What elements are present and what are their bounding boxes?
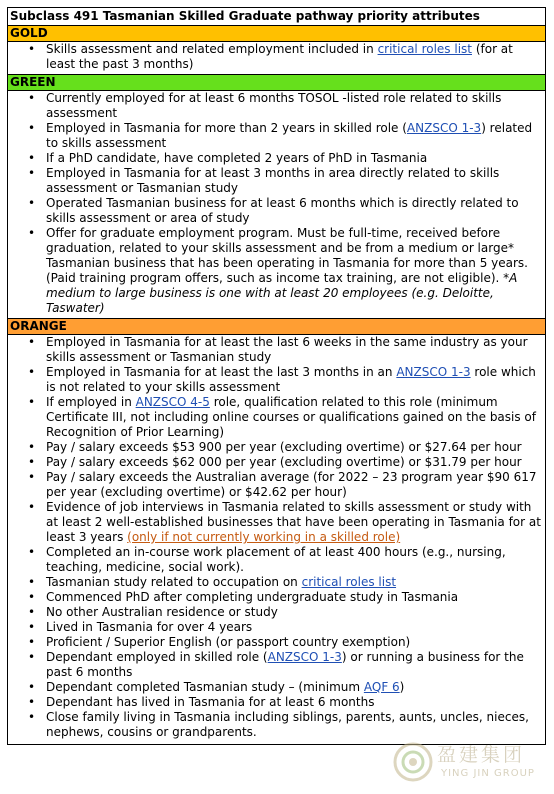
list-item: • Pay / salary exceeds $53 900 per year (excluding overtime) or $27.64 per hour xyxy=(8,440,545,455)
list-item: • Employed in Tasmania for at least the last 6 weeks in the same industry as your skills assessment or Tasmanian study xyxy=(8,335,545,365)
ying-jin-logo-icon xyxy=(393,742,433,782)
list-item: • Commenced PhD after completing undergraduate study in Tasmania xyxy=(8,590,545,605)
anzsco-1-3-link[interactable]: ANZSCO 1-3 xyxy=(396,365,471,379)
ying-jin-watermark xyxy=(393,738,545,786)
list-item: • Close family living in Tasmania including siblings, parents, aunts, uncles, nieces, nephews, cousins or grandparents. xyxy=(8,710,545,740)
list-item: • Employed in Tasmania for at least 3 months in area directly related to skills assessment or Tasmanian study xyxy=(8,166,545,196)
list-item: • If a PhD candidate, have completed 2 years of PhD in Tasmania xyxy=(8,151,545,166)
business-size-note: *A medium to large business is one with at least 20 employees (e.g. Deloitte, Taswater) xyxy=(46,271,518,315)
list-item: • Completed an in-course work placement of at least 400 hours (e.g., nursing, teaching, medicine, social work). xyxy=(8,545,545,575)
list-item: • Pay / salary exceeds the Australian average (for 2022 – 23 program year $90 617 per year (excluding overtime) or $42.62 per hour) xyxy=(8,470,545,500)
anzsco-1-3-link[interactable]: ANZSCO 1-3 xyxy=(267,650,342,664)
watermark-chinese-text: 盈建集团 xyxy=(437,744,526,766)
anzsco-4-5-link[interactable]: ANZSCO 4-5 xyxy=(135,395,210,409)
list-item: • Dependant has lived in Tasmania for at least 6 months xyxy=(8,695,545,710)
critical-roles-link[interactable]: critical roles list xyxy=(377,42,472,56)
watermark-english-text: YING JIN GROUP xyxy=(441,768,535,779)
aqf-6-link[interactable]: AQF 6 xyxy=(363,680,400,694)
gold-band: GOLD xyxy=(8,26,545,42)
skilled-role-note: (only if not currently working in a skilled role) xyxy=(127,530,401,544)
green-list xyxy=(8,91,545,316)
list-item: • Pay / salary exceeds $62 000 per year (excluding overtime) or $31.79 per hour xyxy=(8,455,545,470)
list-item: • Offer for graduate employment program. Must be full-time, received before graduation, related to your skills assessment and be from a medium or large* Tasmanian business that has been operating in Tasmania for more than 5 years. (Paid training program offers, such as income tax training, are not eligible). *A medium to large business is one with at least 20 employees (e.g. Deloitte, Taswater) xyxy=(8,226,545,316)
orange-band: ORANGE xyxy=(8,319,545,335)
list-item: • Lived in Tasmania for over 4 years xyxy=(8,620,545,635)
priority-attributes-table xyxy=(7,7,546,745)
list-item: • Evidence of job interviews in Tasmania related to skills assessment or study with at least 2 well-established businesses that have been operating in Tasmania for at least 3 years (only if not currently working in a skilled role) xyxy=(8,500,545,545)
orange-section xyxy=(8,335,545,744)
list-item: • Proficient / Superior English (or passport country exemption) xyxy=(8,635,545,650)
gold-list xyxy=(8,42,545,72)
page-title: Subclass 491 Tasmanian Skilled Graduate pathway priority attributes xyxy=(8,8,545,26)
gold-section xyxy=(8,42,545,75)
list-item: • Dependant completed Tasmanian study – (minimum AQF 6) xyxy=(8,680,545,695)
orange-list xyxy=(8,335,545,740)
anzsco-1-3-link[interactable]: ANZSCO 1-3 xyxy=(406,121,482,135)
list-item: • Employed in Tasmania for at least the last 3 months in an ANZSCO 1-3 role which is not related to your skills assessment xyxy=(8,365,545,395)
list-item: • Currently employed for at least 6 months TOSOL -listed role related to skills assessment xyxy=(8,91,545,121)
green-band: GREEN xyxy=(8,75,545,91)
list-item: • Operated Tasmanian business for at least 6 months which is directly related to skills assessment or area of study xyxy=(8,196,545,226)
list-item: • If employed in ANZSCO 4-5 role, qualification related to this role (minimum Certificate III, not including online courses or qualifications gained on the basis of Recognition of Prior Learning) xyxy=(8,395,545,440)
critical-roles-link[interactable]: critical roles list xyxy=(301,575,397,589)
list-item: • Dependant employed in skilled role (ANZSCO 1-3) or running a business for the past 6 months xyxy=(8,650,545,680)
green-section xyxy=(8,91,545,319)
list-item: • Skills assessment and related employment included in critical roles list (for at least the past 3 months) xyxy=(8,42,545,72)
list-item: • Tasmanian study related to occupation on critical roles list xyxy=(8,575,545,590)
list-item: • No other Australian residence or study xyxy=(8,605,545,620)
list-item: • Employed in Tasmania for more than 2 years in skilled role (ANZSCO 1-3) related to skills assessment xyxy=(8,121,545,151)
